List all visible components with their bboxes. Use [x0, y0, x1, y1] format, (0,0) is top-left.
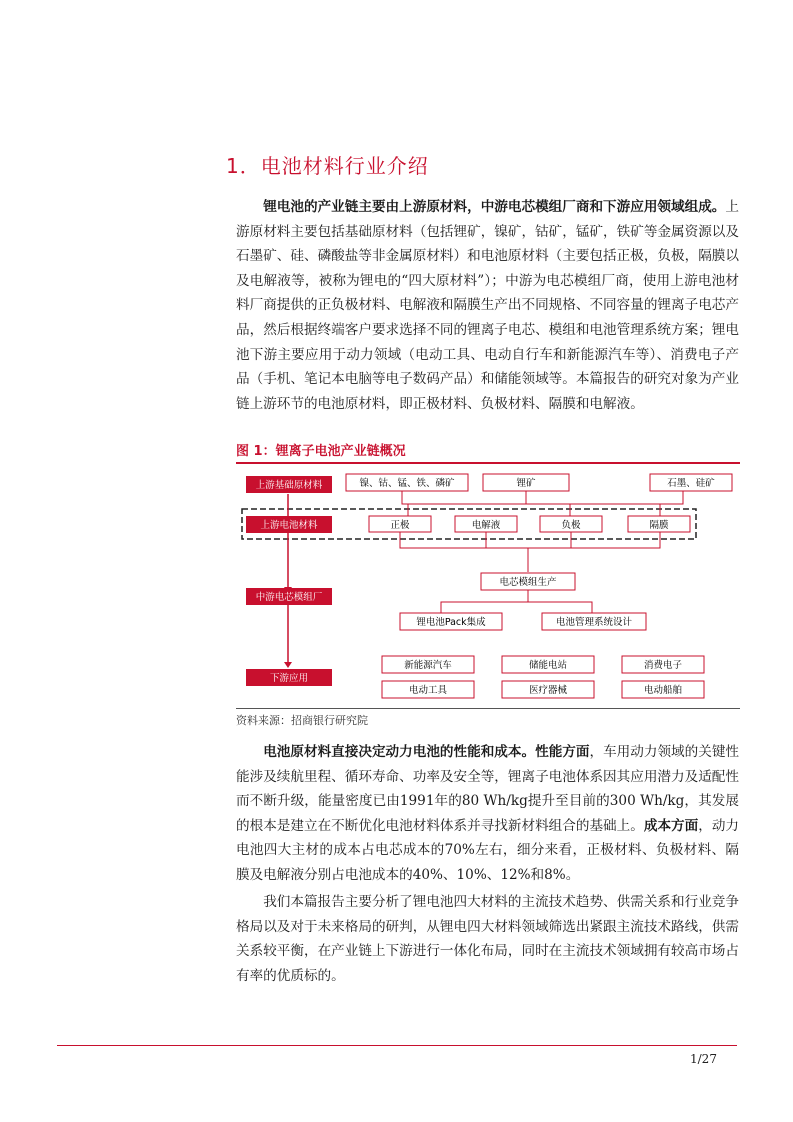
battery-material: 正极 [390, 520, 410, 531]
raw-material: 镍、钴、锰、铁、磷矿 [359, 478, 455, 489]
raw-material: 锂矿 [516, 478, 536, 489]
figure-source: 资料来源：招商银行研究院 [236, 714, 368, 727]
cell-output-nodes [400, 613, 646, 630]
paragraph-1 [236, 195, 739, 416]
para2-perf-label: 性能方面 [535, 744, 590, 760]
para1-lead: 锂电池的产业链主要由上游原材料，中游电芯模组厂商和下游应用领域组成。 [263, 199, 726, 215]
battery-material: 负极 [561, 520, 581, 531]
application-nodes [382, 656, 704, 698]
para2-cost-body: ，动力电池四大主材的成本占电芯成本的70%左右，细分来看，正极材料、负极材料、隔膜及电解液分别占电池成本的40%、10%、12%和8%。 [236, 817, 740, 883]
application: 电动工具 [408, 685, 448, 696]
application: 新能源汽车 [404, 660, 452, 671]
svg-text:电芯模组生产: 电芯模组生产 [499, 577, 557, 588]
stage-upstream-raw [246, 476, 332, 493]
battery-material: 电解液 [471, 520, 501, 531]
footer-rule [57, 1045, 737, 1046]
paragraph-2 [236, 740, 739, 888]
application: 医疗器械 [528, 685, 568, 696]
stage-label: 上游电池材料 [260, 520, 318, 531]
page-number: 1/27 [690, 1052, 717, 1066]
para2-cost-label: 成本方面 [643, 817, 699, 834]
battery-material-nodes [369, 516, 690, 532]
cell-output: 电池管理系统设计 [555, 617, 633, 628]
figure-bottom-rule [236, 708, 740, 709]
cell-output: 锂电池Pack集成 [416, 617, 486, 628]
stage-label: 下游应用 [269, 673, 309, 684]
raw-material-nodes [346, 474, 732, 491]
stage-label: 中游电芯模组厂 [255, 592, 323, 603]
section-title [226, 150, 429, 179]
industry-chain-diagram [236, 464, 740, 706]
section-title-text: 电池材料行业介绍 [260, 154, 429, 178]
paragraph-3: 我们本篇报告主要分析了锂电池四大材料的主流技术趋势、供需关系和行业竞争格局以及对于未来格局的研判，从锂电四大材料领域筛选出紧跟主流技术路线，供需关系较平衡，在产业链上下游进行一体化布局，同时在主流技术领域拥有较高市场占有率的优质标的。 [236, 894, 739, 984]
para2-perf-body: ，车用动力领域的关键性能涉及续航里程、循环寿命、功率及安全等，锂离子电池体系因其应用潜力及适配性而不断升级，能量密度已由1991年的80 Wh/kg提升至目前的300 Wh/kg，其发展的根本是建立在不断优化电池材料体系并寻找新材料组合的基础上。 [236, 744, 740, 834]
application: 储能电站 [528, 660, 568, 671]
application: 电动船舶 [643, 685, 683, 696]
figure-title: 图 1：锂离子电池产业链概况 [236, 444, 406, 459]
stage-downstream [246, 669, 332, 686]
stage-label: 上游基础原材料 [255, 480, 323, 491]
application: 消费电子 [643, 660, 683, 671]
cell-production-node [481, 573, 575, 590]
stage-upstream-battery [246, 516, 332, 533]
battery-material: 隔膜 [649, 520, 669, 531]
para2-lead: 电池原材料直接决定动力电池的性能和成本。 [263, 744, 536, 760]
stage-midstream [246, 588, 332, 605]
raw-material: 石墨、硅矿 [667, 478, 715, 489]
para1-body: 上游原材料主要包括基础原材料（包括锂矿，镍矿，钴矿，锰矿，铁矿等金属资源以及石墨矿、硅、磷酸盐等非金属原材料）和电池原材料（主要包括正极，负极，隔膜以及电解液等，被称为锂电的“四大原材料”）；中游为电芯模组厂商，使用上游电池材料厂商提供的正负极材料、电解液和隔膜生产出不同规格、不同容量的锂离子电芯产品，然后根据终端客户要求选择不同的锂离子电芯、模组和电池管理系统方案；锂电池下游主要应用于动力领域（电动工具、电动自行车和新能源汽车等）、消费电子产品（手机、笔记本电脑等电子数码产品）和储能领域等。本篇报告的研究对象为产业链上游环节的电池原材料，即正极材料、负极材料、隔膜和电解液。 [236, 199, 739, 412]
section-number: 1． [226, 154, 261, 178]
